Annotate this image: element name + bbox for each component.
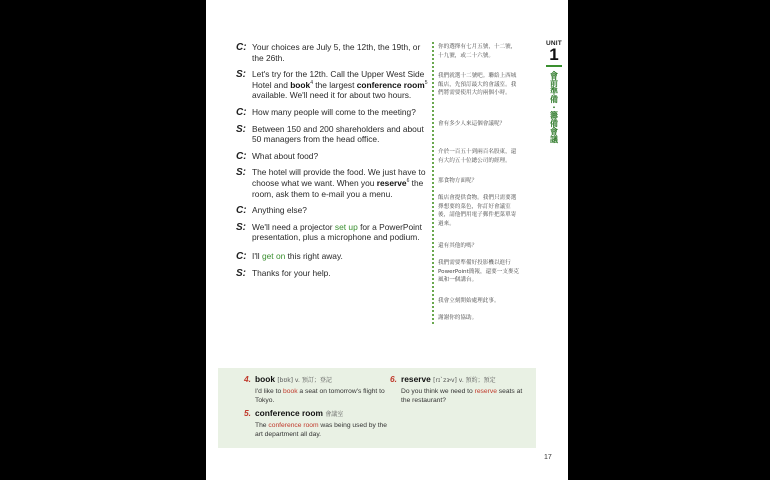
translation-zh: 飯店會提供食物。我們只需要選擇想要的菜色，你訂好會議室後，請他們用電子郵件把菜單寄過來。: [438, 195, 517, 227]
phrase-highlight-set-up: set up: [334, 221, 358, 232]
vocab-entry: [244, 374, 394, 405]
dialogue-text: What about food?: [252, 150, 319, 161]
speaker-s-icon: S:: [236, 123, 246, 135]
text-span: this right away.: [285, 250, 343, 261]
unit-title: 會前準備・籌備會議: [549, 71, 559, 143]
dialogue-text: Thanks for your help.: [252, 267, 331, 278]
text-span: We'll need a projector: [252, 221, 335, 232]
text-span: a seat on tomorrow's flight to Tokyo.: [255, 387, 385, 404]
vocab-example-highlight: conference room: [268, 421, 319, 429]
speaker-s-icon: S:: [236, 69, 246, 81]
vocab-number: 4.: [244, 374, 251, 384]
text-span: I'll: [252, 250, 262, 261]
translation-zh: 還有其他的嗎？: [438, 243, 478, 249]
vocab-meta: [rɪˋzɝv] v. 預約；預定: [433, 377, 496, 384]
translation-zh: 我們需要準備好投影機以進行PowerPoint簡報，還要一支麥克風和一個講台。: [438, 260, 520, 284]
dialogue-line: [236, 107, 430, 118]
speaker-s-icon: S:: [236, 221, 246, 233]
speaker-c-icon: C:: [236, 150, 247, 162]
speaker-c-icon: C:: [236, 42, 247, 53]
dialogue-text: [252, 222, 430, 243]
vocab-head: [255, 408, 394, 421]
vocab-example-highlight: reserve: [474, 387, 497, 395]
vocab-highlight-reserve: reserve: [376, 177, 407, 188]
text-span: Let's try for the 12th. Call the Upper West Side Hotel and: [252, 69, 425, 90]
unit-sidebar: [546, 40, 562, 143]
dialogue-english: [236, 42, 430, 284]
vocab-example: [255, 387, 394, 406]
speaker-c-icon: C:: [236, 205, 247, 217]
dialogue-text: Between 150 and 200 shareholders and about 50 managers from the head office.: [252, 123, 424, 145]
vocab-example: [401, 387, 530, 406]
translation-zh: 我們就選十二號吧。聯絡上西城飯店，先預訂最大的會議室。我們將需要使用大約兩個小時。: [438, 73, 517, 97]
dialogue-line: [236, 42, 430, 63]
vocab-meta: 會議室: [325, 411, 344, 418]
text-span: The hotel will provide the food. We just have to choose what we want. When you: [252, 167, 426, 188]
text-span: was being used by the art department all day.: [255, 421, 387, 438]
translation-zh: 那食物方面呢？: [438, 178, 478, 184]
dialogue-line: [236, 69, 430, 101]
vocab-entry: [244, 408, 394, 439]
page-number: 17: [544, 454, 552, 461]
translation-zh: 你的選擇有七月五號，十二號，十九號，或二十六號。: [438, 44, 517, 59]
unit-underline: [546, 65, 562, 67]
text-span: for a PowerPoint presentation, plus a microphone and podium.: [252, 221, 422, 243]
text-span: I'd like to: [255, 387, 284, 395]
dialogue-text: [252, 167, 430, 199]
text-span: seats at the restaurant?: [401, 387, 523, 404]
vocab-head: [401, 374, 530, 387]
dialogue-line: [236, 222, 430, 243]
translation-zh: 我會立刻開始處理此事。: [438, 298, 500, 304]
dialogue-line: [236, 251, 430, 262]
dialogue-text: Anything else?: [252, 205, 307, 216]
footnote-ref: 4: [310, 79, 313, 86]
vocab-word: book: [255, 374, 276, 384]
vocab-example-highlight: book: [283, 387, 298, 395]
dialogue-line: [236, 268, 430, 279]
dialogue-text: How many people will come to the meeting?: [252, 106, 416, 117]
speaker-c-icon: C:: [236, 250, 247, 262]
translation-zh: 謝謝你的協助。: [438, 315, 478, 321]
dialogue-line: [236, 167, 430, 199]
unit-number: 1: [549, 45, 559, 64]
text-span: the room, ask them to e-mail you a menu.: [252, 177, 424, 199]
dialogue-line: [236, 151, 430, 162]
vocab-number: 5.: [244, 408, 251, 418]
footnote-ref: 5: [424, 79, 428, 86]
text-span: the largest: [312, 79, 357, 90]
vocab-highlight-book: book: [290, 79, 311, 90]
translation-zh: 會有多少人來這個會議呢？: [438, 121, 506, 127]
speaker-s-icon: S:: [236, 267, 246, 279]
vocab-example: [255, 421, 394, 440]
vocab-meta: [bʊk] v. 預訂；登記: [277, 377, 332, 384]
speaker-c-icon: C:: [236, 106, 247, 118]
vocab-number: 6.: [390, 374, 397, 384]
speaker-s-icon: S:: [236, 167, 246, 179]
text-span: Do you think we need to: [401, 387, 475, 395]
vocab-word: conference room: [255, 408, 323, 418]
translation-zh: 介於一百五十到兩百名股東，還有大約五十位總公司的經理。: [438, 149, 517, 164]
text-span: The: [255, 421, 269, 429]
dialogue-line: [236, 205, 430, 216]
vocab-entry: [390, 374, 530, 405]
vocab-head: [255, 374, 394, 387]
book-page: [206, 0, 568, 480]
dialogue-line: [236, 124, 430, 145]
dotted-divider: [432, 42, 434, 324]
unit-label: UNIT: [546, 40, 562, 47]
dialogue-text: Your choices are July 5, the 12th, the 19th, or the 26th.: [252, 42, 421, 63]
text-span: available. We'll need it for about two hours.: [252, 90, 412, 101]
vocab-highlight-conference-room: conference room: [356, 79, 425, 90]
footnote-ref: 6: [406, 178, 410, 185]
dialogue-text: [252, 69, 430, 101]
vocabulary-box: [218, 368, 536, 448]
phrase-highlight-get-on: get on: [261, 250, 286, 261]
dialogue-text: [252, 251, 430, 262]
vocab-word: reserve: [401, 374, 431, 384]
